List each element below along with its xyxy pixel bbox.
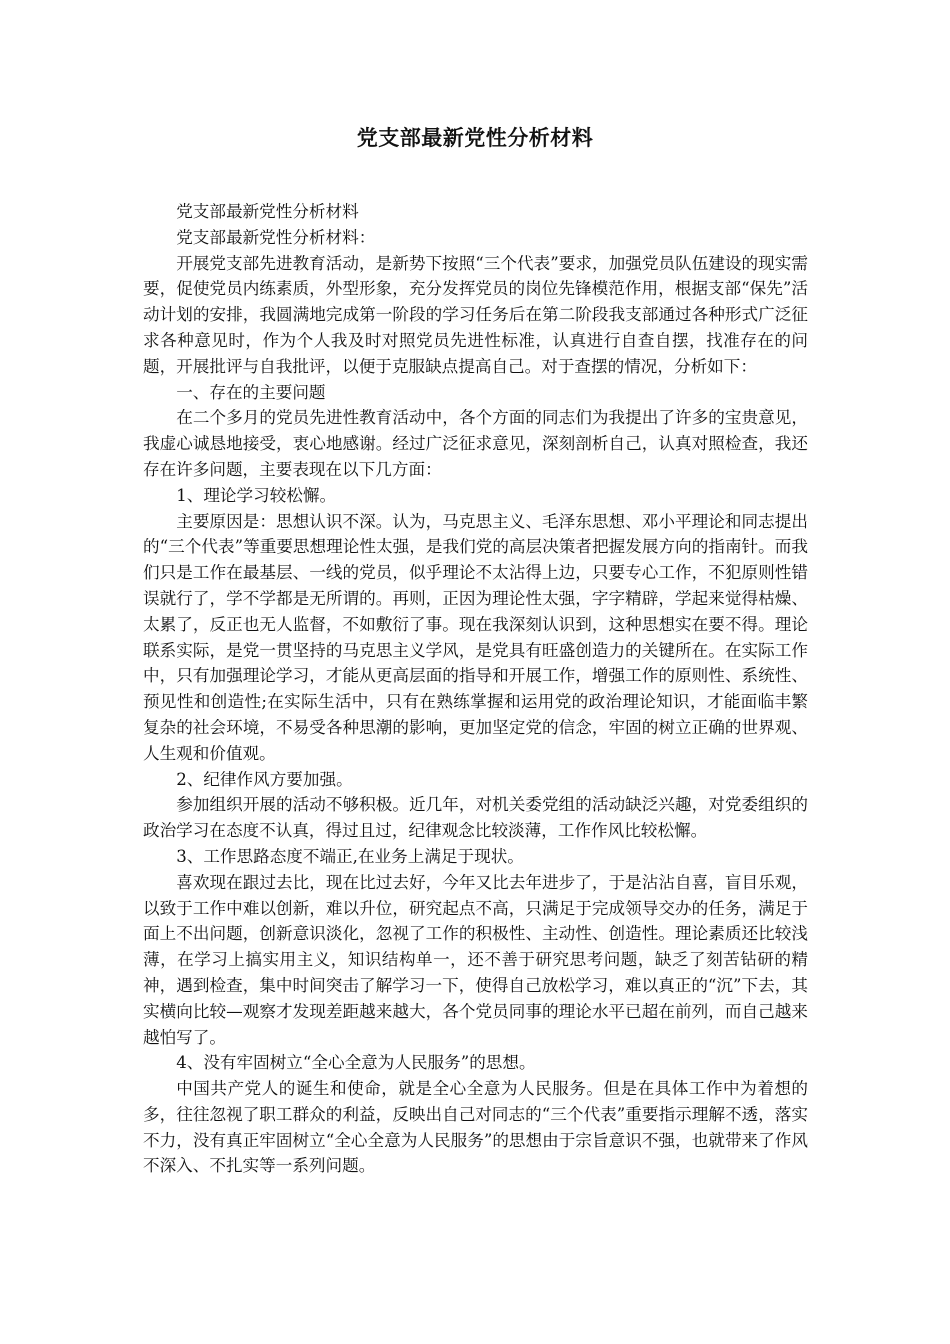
document-title: 党支部最新党性分析材料: [356, 125, 594, 150]
paragraph-intro: 开展党支部先进教育活动，是新势下按照“三个代表”要求，加强党员队伍建设的现实需要，促使党员内练素质，外型形象，充分发挥党员的岗位先锋模范作用，根据支部“保先”活动计划的安排，我圆满地完成第一阶段的学习任务后在第二阶段我支部通过各种形式广泛征求各种意见时，作为个人我及时对照党员先进性标准，认真进行自查自摆，找准存在的问题，开展批评与自我批评，以便于克服缺点提高自己。对于查摆的情况，分析如下：: [143, 253, 808, 376]
subheading-theory-study: 1、理论学习较松懈。: [176, 485, 337, 505]
document-body: [143, 199, 808, 1179]
section-heading-problems: 一、存在的主要问题: [176, 382, 326, 402]
paragraph-discipline: 参加组织开展的活动不够积极。近几年，对机关委党组的活动缺泛兴趣，对党委组织的政治学习在态度不认真，得过且过，纪律观念比较淡薄，工作作风比较松懈。: [143, 795, 808, 841]
paragraph-serve-people: 中国共产党人的诞生和使命，就是全心全意为人民服务。但是在具体工作中为着想的多，往往忽视了职工群众的利益，反映出自己对同志的“三个代表”重要指示理解不透，落实不力，没有真正牢固树立“全心全意为人民服务”的思想由于宗旨意识不强，也就带来了作风不深入、不扎实等一系列问题。: [143, 1079, 808, 1176]
subheading-serve-people: 4、没有牢固树立“全心全意为人民服务”的思想。: [176, 1053, 536, 1073]
paragraph-heading-repeat: 党支部最新党性分析材料: [176, 202, 359, 221]
paragraph-work-attitude: 喜欢现在跟过去比，现在比过去好，今年又比去年进步了，于是沾沾自喜，盲目乐观，以致于工作中难以创新，难以升位，研究起点不高，只满足于完成领导交办的任务，满足于面上不出问题，创新意识淡化，忽视了工作的积极性、主动性、创造性。理论素质还比较浅薄，在学习上搞实用主义，知识结构单一，还不善于研究思考问题，缺乏了刻苦钻研的精神，遇到检查，集中时间突击了解学习一下，使得自己放松学习，难以真正的“沉”下去，其实横向比较—观察才发现差距越来越大，各个党员同事的理论水平已超在前列，而自己越来越怕写了。: [143, 872, 808, 1047]
paragraph-problems-overview: 在二个多月的党员先进性教育活动中，各个方面的同志们为我提出了许多的宝贵意见，我虚心诚恳地接受，衷心地感谢。经过广泛征求意见，深刻剖析自己，认真对照检查，我还存在许多问题，主要表现在以下几方面：: [143, 408, 808, 479]
paragraph-heading-colon: 党支部最新党性分析材料：: [176, 227, 376, 247]
subheading-discipline: 2、纪律作风方要加强。: [176, 769, 353, 789]
paragraph-theory-study: 主要原因是：思想认识不深。认为，马克思主义、毛泽东思想、邓小平理论和同志提出的“三个代表”等重要思想理论性太强，是我们党的高层决策者把握发展方向的指南针。而我们只是工作在最基层、一线的党员，似乎理论不太沾得上边，只要专心工作，不犯原则性错误就行了，学不学都是无所谓的。再则，正因为理论性太强，字字精辟，学起来觉得枯燥、太累了，反正也无人监督，不如敷衍了事。现在我深刻认识到，这种思想实在要不得。理论联系实际，是党一贯坚持的马克思主义学风，是党具有旺盛创造力的关键所在。在实际工作中，只有加强理论学习，才能从更高层面的指导和开展工作，增强工作的原则性、系统性、预见性和创造性;在实际生活中，只有在熟练掌握和运用党的政治理论知识，才能面临丰繁复杂的社会环境，不易受各种思潮的影响，更加坚定党的信念，牢固的树立正确的世界观、人生观和价值观。: [143, 511, 808, 763]
subheading-work-attitude: 3、工作思路态度不端正,在业务上满足于现状。: [176, 846, 524, 866]
